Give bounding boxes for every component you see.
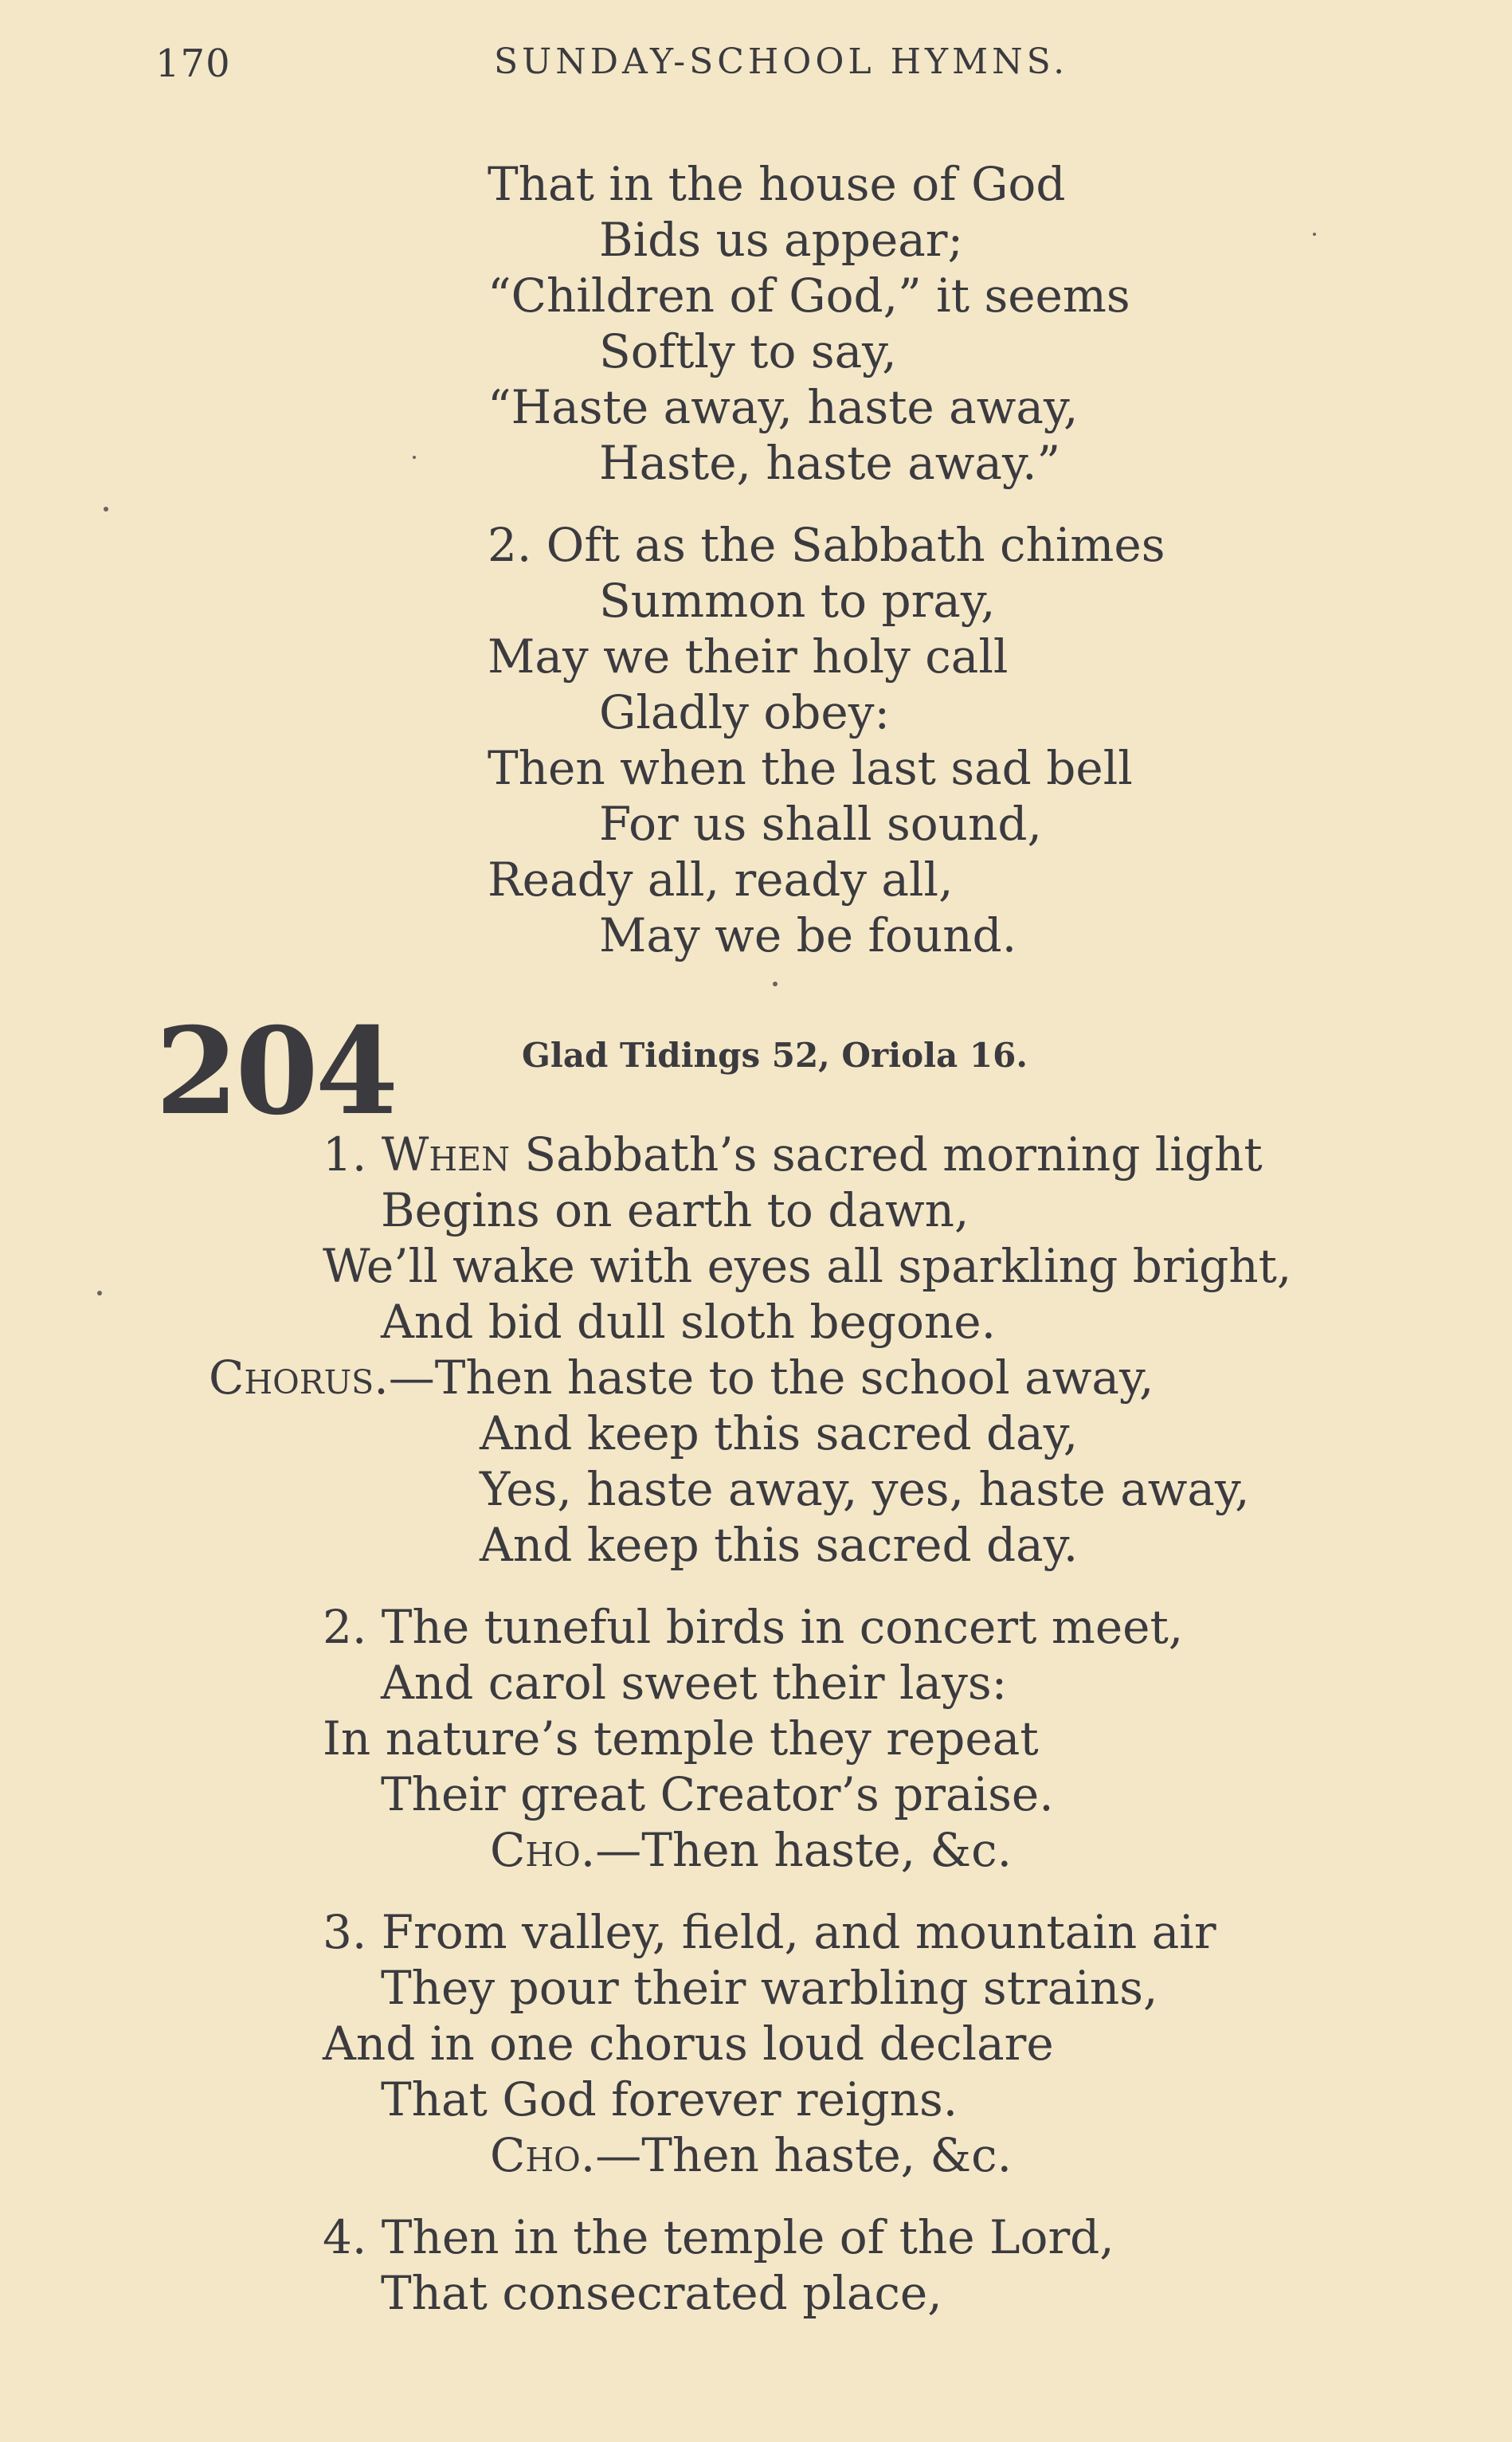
page-number: 170 (155, 41, 231, 86)
hymn-line: Haste, haste away.” (599, 436, 1061, 490)
hymn-line: In nature’s temple they repeat (323, 1711, 1039, 1766)
verse-3-first-line: 3. From valley, field, and mountain air (323, 1905, 1216, 1959)
hymn-line: For us shall sound, (599, 797, 1042, 851)
first-line-rest: Sabbath’s sacred morning light (509, 1127, 1263, 1182)
chorus-ref: Cho.—Then haste, &c. (490, 1823, 1013, 1877)
hymn-line: Bids us appear; (599, 213, 964, 267)
chorus-label: Chorus. (209, 1350, 389, 1405)
hymn-line: “Children of God,” it seems (488, 269, 1130, 323)
hymn-line: Then when the last sad bell (488, 741, 1133, 795)
hymn-line: Ready all, ready all, (488, 853, 954, 907)
hymn-line: Begins on earth to dawn, (381, 1183, 969, 1237)
running-title: SUNDAY-SCHOOL HYMNS. (494, 41, 1069, 82)
hymn-line: Softly to say, (599, 324, 897, 378)
verse-number: 1. (323, 1127, 367, 1182)
hymn-line: And keep this sacred day. (480, 1518, 1079, 1572)
paper-speck (1313, 233, 1316, 236)
paper-speck (413, 456, 416, 459)
verse-4-first-line: 4. Then in the temple of the Lord, (323, 2210, 1114, 2264)
hymn-line: Their great Creator’s praise. (381, 1767, 1054, 1821)
chorus-first-line (209, 1350, 1154, 1405)
hymn-line: 2. Oft as the Sabbath chimes (488, 518, 1165, 572)
verse-number: 3. (323, 1905, 367, 1959)
hymn-number: 204 (155, 1001, 396, 1142)
tune-reference: Glad Tidings 52, Oriola 16. (522, 1036, 1028, 1075)
chorus-first-text: —Then haste to the school away, (388, 1350, 1154, 1405)
cho-label: Cho. (490, 1823, 596, 1877)
first-word: When (381, 1127, 510, 1182)
paper-speck (773, 982, 778, 986)
hymn-line: Gladly obey: (599, 685, 891, 739)
paper-speck (104, 507, 108, 512)
hymn-line: And bid dull sloth begone. (381, 1295, 997, 1349)
cho-label: Cho. (490, 2128, 596, 2182)
hymn-line: That in the house of God (488, 157, 1066, 211)
hymn-line: We’ll wake with eyes all sparkling bright, (323, 1239, 1292, 1293)
hymn-line: That God forever reigns. (381, 2072, 958, 2126)
chorus-ref: Cho.—Then haste, &c. (490, 2128, 1013, 2182)
hymn-line: Summon to pray, (599, 574, 996, 628)
verse-1-first-line (323, 1127, 1263, 1182)
verse-2-first-line: 2. The tuneful birds in concert meet, (323, 1600, 1184, 1654)
hymn-line: They pour their warbling strains, (381, 1961, 1158, 2015)
hymn-line: And carol sweet their lays: (381, 1656, 1008, 1710)
hymn-line: That consecrated place, (381, 2266, 942, 2320)
verse-number: 2. (323, 1600, 367, 1654)
hymn-line: May we be found. (599, 908, 1017, 962)
verse-number: 4. (323, 2210, 367, 2264)
hymn-line: And in one chorus loud declare (323, 2017, 1054, 2071)
hymn-line: “Haste away, haste away, (488, 380, 1079, 434)
hymn-line: May we their holy call (488, 629, 1009, 684)
hymn-line: And keep this sacred day, (480, 1406, 1079, 1460)
paper-speck (97, 1291, 102, 1295)
hymn-line: Yes, haste away, yes, haste away, (480, 1462, 1250, 1516)
